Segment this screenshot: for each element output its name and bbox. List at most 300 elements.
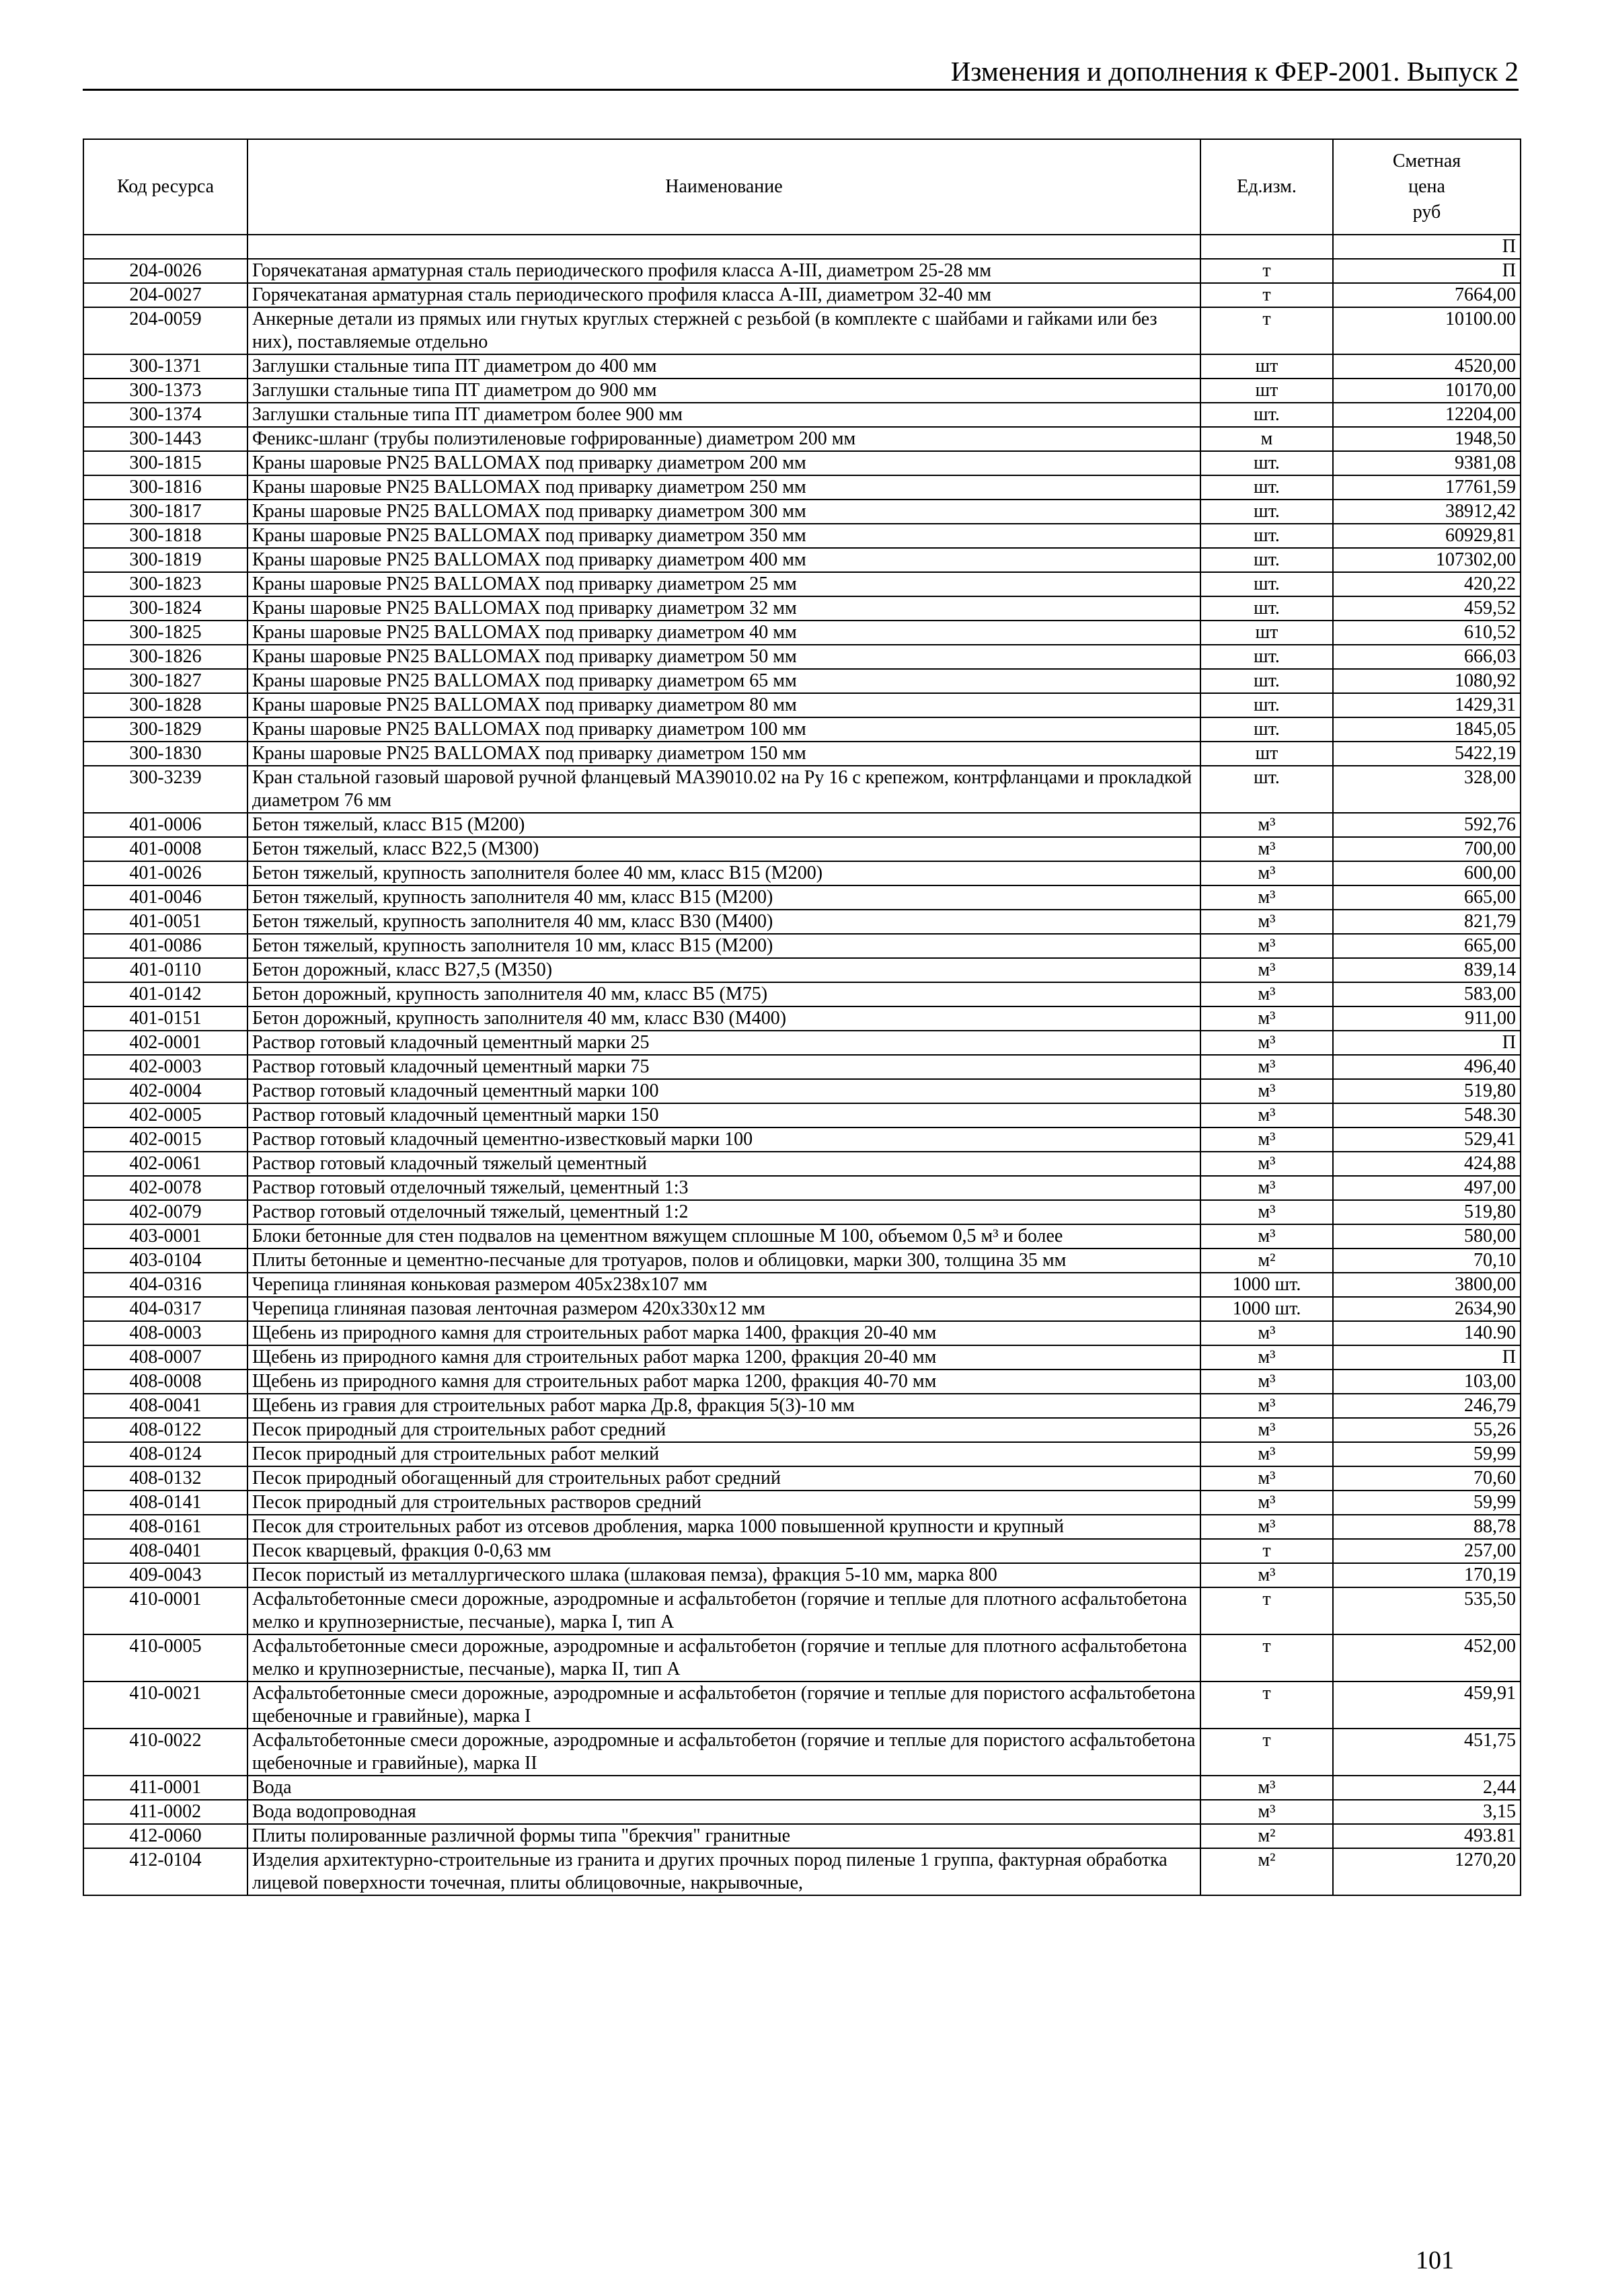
resource-price: 424,88 — [1333, 1152, 1521, 1176]
table-row — [83, 1321, 1521, 1345]
resource-price: 3,15 — [1333, 1800, 1521, 1824]
resource-price: 459,91 — [1333, 1681, 1521, 1729]
table-row — [83, 427, 1521, 451]
resource-name: Феникс-шланг (трубы полиэтиленовые гофрированные) диаметром 200 мм — [247, 427, 1200, 451]
resource-unit: т — [1200, 307, 1333, 354]
table-row — [83, 813, 1521, 837]
resource-code: 408-0007 — [83, 1345, 247, 1370]
resource-unit: т — [1200, 1587, 1333, 1634]
table-row — [83, 1776, 1521, 1800]
table-row — [83, 500, 1521, 524]
resource-price: 103,00 — [1333, 1370, 1521, 1394]
resource-unit: м³ — [1200, 1800, 1333, 1824]
resource-price: 911,00 — [1333, 1006, 1521, 1031]
table-row — [83, 1079, 1521, 1103]
table-row — [83, 669, 1521, 693]
resource-name: Краны шаровые PN25 BALLOMAX под приварку диаметром 400 мм — [247, 548, 1200, 572]
resource-unit: м³ — [1200, 1370, 1333, 1394]
resource-name: Горячекатаная арматурная сталь периодического профиля класса А-III, диаметром 32-40 мм — [247, 283, 1200, 307]
resource-unit: м² — [1200, 1848, 1333, 1895]
resource-price: 55,26 — [1333, 1418, 1521, 1442]
resource-price: 3800,00 — [1333, 1273, 1521, 1297]
table-row — [83, 837, 1521, 861]
resource-name: Бетон дорожный, крупность заполнителя 40 мм, класс В5 (М75) — [247, 982, 1200, 1006]
resource-code: 300-3239 — [83, 766, 247, 813]
resource-unit: т — [1200, 259, 1333, 283]
marker-cell-empty — [83, 235, 247, 259]
resource-code: 401-0006 — [83, 813, 247, 837]
resource-name: Бетон тяжелый, крупность заполнителя 10 мм, класс В15 (М200) — [247, 934, 1200, 958]
resource-unit: м³ — [1200, 1321, 1333, 1345]
resource-name: Раствор готовый кладочный цементный марки 75 — [247, 1055, 1200, 1079]
marker-cell-empty — [247, 235, 1200, 259]
table-row — [83, 1006, 1521, 1031]
resource-code: 204-0027 — [83, 283, 247, 307]
resource-code: 410-0022 — [83, 1729, 247, 1776]
table-row — [83, 403, 1521, 427]
resource-unit: т — [1200, 1729, 1333, 1776]
resource-name: Краны шаровые PN25 BALLOMAX под приварку диаметром 40 мм — [247, 621, 1200, 645]
resource-code: 204-0059 — [83, 307, 247, 354]
resource-unit: м³ — [1200, 1776, 1333, 1800]
resource-price: 4520,00 — [1333, 354, 1521, 379]
resource-code: 408-0041 — [83, 1394, 247, 1418]
resource-price: 328,00 — [1333, 766, 1521, 813]
table-row — [83, 283, 1521, 307]
resource-price: 60929,81 — [1333, 524, 1521, 548]
resource-name: Песок природный для строительных работ средний — [247, 1418, 1200, 1442]
resource-code: 411-0002 — [83, 1800, 247, 1824]
resource-name: Горячекатаная арматурная сталь периодического профиля класса А-III, диаметром 25-28 мм — [247, 259, 1200, 283]
resource-price: 1429,31 — [1333, 693, 1521, 717]
resource-name: Вода водопроводная — [247, 1800, 1200, 1824]
resource-code: 402-0004 — [83, 1079, 247, 1103]
resource-price: 459,52 — [1333, 596, 1521, 621]
resource-unit: м³ — [1200, 1418, 1333, 1442]
resource-unit: шт. — [1200, 451, 1333, 475]
table-row — [83, 958, 1521, 982]
resource-unit: м³ — [1200, 982, 1333, 1006]
resource-code: 300-1825 — [83, 621, 247, 645]
resource-unit: м³ — [1200, 861, 1333, 885]
resource-code: 401-0151 — [83, 1006, 247, 1031]
resource-name: Бетон тяжелый, крупность заполнителя 40 мм, класс В15 (М200) — [247, 885, 1200, 910]
table-row — [83, 1031, 1521, 1055]
resource-code: 401-0046 — [83, 885, 247, 910]
resource-code: 401-0142 — [83, 982, 247, 1006]
resource-code: 402-0003 — [83, 1055, 247, 1079]
resource-unit: м³ — [1200, 958, 1333, 982]
resource-name: Песок пористый из металлургического шлака (шлаковая пемза), фракция 5-10 мм, марка 800 — [247, 1563, 1200, 1587]
resource-code: 408-0141 — [83, 1491, 247, 1515]
table-row — [83, 572, 1521, 596]
resource-name: Краны шаровые PN25 BALLOMAX под приварку диаметром 150 мм — [247, 742, 1200, 766]
resource-code: 402-0001 — [83, 1031, 247, 1055]
resource-unit: м — [1200, 427, 1333, 451]
resource-name: Песок кварцевый, фракция 0-0,63 мм — [247, 1539, 1200, 1563]
resource-name: Щебень из природного камня для строительных работ марка 1200, фракция 40-70 мм — [247, 1370, 1200, 1394]
resource-unit: шт. — [1200, 693, 1333, 717]
resource-name: Асфальтобетонные смеси дорожные, аэродромные и асфальтобетон (горячие и теплые для плотного асфальтобетона мелко и крупнозернистые, песчаные), марка I, тип А — [247, 1587, 1200, 1634]
resource-name: Краны шаровые PN25 BALLOMAX под приварку диаметром 80 мм — [247, 693, 1200, 717]
resource-unit: шт — [1200, 742, 1333, 766]
resource-code: 410-0005 — [83, 1634, 247, 1681]
resource-price: 610,52 — [1333, 621, 1521, 645]
resource-price: П — [1333, 259, 1521, 283]
resource-code: 402-0078 — [83, 1176, 247, 1200]
resource-unit: м³ — [1200, 1006, 1333, 1031]
resource-code: 300-1823 — [83, 572, 247, 596]
resource-unit: шт. — [1200, 596, 1333, 621]
resource-name: Заглушки стальные типа ПТ диаметром до 400 мм — [247, 354, 1200, 379]
resource-code: 408-0008 — [83, 1370, 247, 1394]
table-row — [83, 1103, 1521, 1127]
resource-unit: 1000 шт. — [1200, 1273, 1333, 1297]
resource-name: Черепица глиняная пазовая ленточная размером 420х330х12 мм — [247, 1297, 1200, 1321]
resource-code: 408-0132 — [83, 1466, 247, 1491]
resource-unit: шт. — [1200, 766, 1333, 813]
resource-price: 10100.00 — [1333, 307, 1521, 354]
resource-price: 529,41 — [1333, 1127, 1521, 1152]
resource-unit: т — [1200, 1681, 1333, 1729]
resource-unit: шт. — [1200, 645, 1333, 669]
resource-unit: т — [1200, 1539, 1333, 1563]
resource-code: 300-1830 — [83, 742, 247, 766]
column-header-code: Код ресурса — [83, 139, 247, 235]
resource-code: 404-0316 — [83, 1273, 247, 1297]
resource-name: Асфальтобетонные смеси дорожные, аэродромные и асфальтобетон (горячие и теплые для пористого асфальтобетона щебеночные и гравийные), марка I — [247, 1681, 1200, 1729]
resource-price: 497,00 — [1333, 1176, 1521, 1200]
resource-code: 300-1827 — [83, 669, 247, 693]
table-row — [83, 1297, 1521, 1321]
resource-price: 493.81 — [1333, 1824, 1521, 1848]
resource-name: Краны шаровые PN25 BALLOMAX под приварку диаметром 25 мм — [247, 572, 1200, 596]
resource-name: Плиты бетонные и цементно-песчаные для тротуаров, полов и облицовки, марки 300, толщина 35 мм — [247, 1249, 1200, 1273]
column-header-name: Наименование — [247, 139, 1200, 235]
resource-unit: шт — [1200, 379, 1333, 403]
resource-unit: шт. — [1200, 669, 1333, 693]
resource-name: Краны шаровые PN25 BALLOMAX под приварку диаметром 250 мм — [247, 475, 1200, 500]
resource-price: 451,75 — [1333, 1729, 1521, 1776]
resource-name: Асфальтобетонные смеси дорожные, аэродромные и асфальтобетон (горячие и теплые для плотного асфальтобетона мелко и крупнозернистые, песчаные), марка II, тип А — [247, 1634, 1200, 1681]
resource-name: Песок природный для строительных работ мелкий — [247, 1442, 1200, 1466]
resource-price: 821,79 — [1333, 910, 1521, 934]
resource-name: Бетон дорожный, крупность заполнителя 40 мм, класс В30 (М400) — [247, 1006, 1200, 1031]
resource-name: Раствор готовый кладочный тяжелый цементный — [247, 1152, 1200, 1176]
resource-name: Раствор готовый кладочный цементный марки 25 — [247, 1031, 1200, 1055]
header-divider — [83, 89, 1519, 91]
resource-code: 300-1824 — [83, 596, 247, 621]
resource-price: 535,50 — [1333, 1587, 1521, 1634]
resource-code: 300-1829 — [83, 717, 247, 742]
table-row — [83, 1563, 1521, 1587]
resource-unit: м³ — [1200, 1079, 1333, 1103]
resource-unit: 1000 шт. — [1200, 1297, 1333, 1321]
resource-name: Краны шаровые PN25 BALLOMAX под приварку диаметром 100 мм — [247, 717, 1200, 742]
resource-name: Раствор готовый кладочный цементный марки 150 — [247, 1103, 1200, 1127]
resource-name: Раствор готовый отделочный тяжелый, цементный 1:3 — [247, 1176, 1200, 1200]
table-row — [83, 1491, 1521, 1515]
resource-name: Бетон тяжелый, крупность заполнителя 40 мм, класс В30 (М400) — [247, 910, 1200, 934]
resource-name: Песок природный для строительных растворов средний — [247, 1491, 1200, 1515]
resource-name: Блоки бетонные для стен подвалов на цементном вяжущем сплошные М 100, объемом 0,5 м³ и более — [247, 1224, 1200, 1249]
table-row — [83, 354, 1521, 379]
resource-code: 408-0124 — [83, 1442, 247, 1466]
resource-code: 300-1374 — [83, 403, 247, 427]
resource-price: П — [1333, 1031, 1521, 1055]
resource-price: 580,00 — [1333, 1224, 1521, 1249]
table-row — [83, 1249, 1521, 1273]
resource-code: 300-1817 — [83, 500, 247, 524]
resource-unit: м³ — [1200, 1466, 1333, 1491]
table-row — [83, 259, 1521, 283]
resource-unit: м³ — [1200, 837, 1333, 861]
resource-unit: т — [1200, 1634, 1333, 1681]
resource-name: Щебень из гравия для строительных работ марка Др.8, фракция 5(3)-10 мм — [247, 1394, 1200, 1418]
resource-price: 1270,20 — [1333, 1848, 1521, 1895]
table-row — [83, 475, 1521, 500]
resource-price: 548.30 — [1333, 1103, 1521, 1127]
resource-name: Раствор готовый отделочный тяжелый, цементный 1:2 — [247, 1200, 1200, 1224]
resource-name: Щебень из природного камня для строительных работ марка 1200, фракция 20-40 мм — [247, 1345, 1200, 1370]
resource-code: 402-0079 — [83, 1200, 247, 1224]
resource-unit: м³ — [1200, 885, 1333, 910]
resource-price: 496,40 — [1333, 1055, 1521, 1079]
column-header-price — [1333, 139, 1521, 235]
resource-code: 412-0060 — [83, 1824, 247, 1848]
marker-cell-empty — [1200, 235, 1333, 259]
resource-unit: м³ — [1200, 1394, 1333, 1418]
resource-price: 7664,00 — [1333, 283, 1521, 307]
column-header-unit: Ед.изм. — [1200, 139, 1333, 235]
resource-name: Краны шаровые PN25 BALLOMAX под приварку диаметром 65 мм — [247, 669, 1200, 693]
resource-unit: т — [1200, 283, 1333, 307]
resource-unit: шт — [1200, 621, 1333, 645]
resource-price: 70,60 — [1333, 1466, 1521, 1491]
resource-unit: м³ — [1200, 1152, 1333, 1176]
table-row — [83, 1273, 1521, 1297]
resource-unit: м³ — [1200, 1103, 1333, 1127]
resource-price: 257,00 — [1333, 1539, 1521, 1563]
resource-price: 2,44 — [1333, 1776, 1521, 1800]
resource-code: 401-0008 — [83, 837, 247, 861]
resource-name: Краны шаровые PN25 BALLOMAX под приварку диаметром 200 мм — [247, 451, 1200, 475]
table-header-row — [83, 139, 1521, 235]
resource-price: 583,00 — [1333, 982, 1521, 1006]
table-row — [83, 1466, 1521, 1491]
resource-name: Изделия архитектурно-строительные из гранита и других прочных пород пиленые 1 группа, фактурная обработка лицевой поверхности точечная, плиты облицовочные, накрывочные, — [247, 1848, 1200, 1895]
resource-price: 170,19 — [1333, 1563, 1521, 1587]
resource-unit: м³ — [1200, 1224, 1333, 1249]
resource-unit: шт. — [1200, 717, 1333, 742]
table-row — [83, 1848, 1521, 1895]
resource-code: 300-1819 — [83, 548, 247, 572]
resource-code: 403-0001 — [83, 1224, 247, 1249]
resource-unit: м³ — [1200, 1176, 1333, 1200]
table-row — [83, 1200, 1521, 1224]
table-row — [83, 596, 1521, 621]
table-row — [83, 861, 1521, 885]
table-row — [83, 910, 1521, 934]
table-row — [83, 1539, 1521, 1563]
resource-name: Черепица глиняная коньковая размером 405х238х107 мм — [247, 1273, 1200, 1297]
resource-price: 59,99 — [1333, 1442, 1521, 1466]
resource-unit: м³ — [1200, 1563, 1333, 1587]
resource-price: 1080,92 — [1333, 669, 1521, 693]
table-row — [83, 524, 1521, 548]
resource-price: 2634,90 — [1333, 1297, 1521, 1321]
resource-name: Кран стальной газовый шаровой ручной фланцевый МА39010.02 на Ру 16 с крепежом, контрфланцами и прокладкой диаметром 76 мм — [247, 766, 1200, 813]
resource-price: 107302,00 — [1333, 548, 1521, 572]
page-header-title: Изменения и дополнения к ФЕР-2001. Выпуск 2 — [950, 56, 1519, 87]
resource-code: 300-1818 — [83, 524, 247, 548]
resource-price: 452,00 — [1333, 1634, 1521, 1681]
resource-table — [83, 138, 1521, 1896]
resource-price: 5422,19 — [1333, 742, 1521, 766]
resource-code: 409-0043 — [83, 1563, 247, 1587]
table-row — [83, 1055, 1521, 1079]
table-row — [83, 982, 1521, 1006]
resource-name: Краны шаровые PN25 BALLOMAX под приварку диаметром 50 мм — [247, 645, 1200, 669]
resource-unit: шт — [1200, 354, 1333, 379]
resource-price: 17761,59 — [1333, 475, 1521, 500]
resource-code: 408-0161 — [83, 1515, 247, 1539]
table-row — [83, 1394, 1521, 1418]
resource-code: 204-0026 — [83, 259, 247, 283]
resource-price: 246,79 — [1333, 1394, 1521, 1418]
table-row — [83, 1824, 1521, 1848]
resource-code: 403-0104 — [83, 1249, 247, 1273]
resource-unit: шт. — [1200, 524, 1333, 548]
resource-code: 401-0026 — [83, 861, 247, 885]
resource-unit: шт. — [1200, 572, 1333, 596]
resource-price: 10170,00 — [1333, 379, 1521, 403]
resource-price: 839,14 — [1333, 958, 1521, 982]
table-row — [83, 645, 1521, 669]
table-row — [83, 548, 1521, 572]
resource-unit: м³ — [1200, 910, 1333, 934]
table-row — [83, 1345, 1521, 1370]
resource-price: 519,80 — [1333, 1079, 1521, 1103]
resource-unit: шт. — [1200, 475, 1333, 500]
resource-name: Анкерные детали из прямых или гнутых круглых стержней с резьбой (в комплекте с шайбами и гайками или без них), поставляемые отдельно — [247, 307, 1200, 354]
resource-code: 300-1443 — [83, 427, 247, 451]
resource-price: 420,22 — [1333, 572, 1521, 596]
resource-price: 519,80 — [1333, 1200, 1521, 1224]
resource-price: 700,00 — [1333, 837, 1521, 861]
resource-unit: м³ — [1200, 934, 1333, 958]
table-row — [83, 885, 1521, 910]
resource-code: 300-1826 — [83, 645, 247, 669]
resource-code: 411-0001 — [83, 1776, 247, 1800]
resource-price: 592,76 — [1333, 813, 1521, 837]
resource-code: 404-0317 — [83, 1297, 247, 1321]
resource-code: 402-0005 — [83, 1103, 247, 1127]
resource-unit: шт. — [1200, 403, 1333, 427]
table-row — [83, 1587, 1521, 1634]
table-row — [83, 1127, 1521, 1152]
table-row — [83, 742, 1521, 766]
resource-code: 410-0001 — [83, 1587, 247, 1634]
resource-code: 408-0401 — [83, 1539, 247, 1563]
resource-code: 300-1816 — [83, 475, 247, 500]
resource-code: 401-0051 — [83, 910, 247, 934]
resource-name: Бетон дорожный, класс В27,5 (М350) — [247, 958, 1200, 982]
resource-name: Бетон тяжелый, класс В22,5 (М300) — [247, 837, 1200, 861]
resource-price: 38912,42 — [1333, 500, 1521, 524]
resource-name: Раствор готовый кладочный цементный марки 100 — [247, 1079, 1200, 1103]
resource-name: Бетон тяжелый, крупность заполнителя более 40 мм, класс В15 (М200) — [247, 861, 1200, 885]
resource-unit: м³ — [1200, 1031, 1333, 1055]
table-row — [83, 766, 1521, 813]
resource-code: 300-1828 — [83, 693, 247, 717]
resource-price: 88,78 — [1333, 1515, 1521, 1539]
resource-code: 408-0122 — [83, 1418, 247, 1442]
table-row — [83, 1176, 1521, 1200]
resource-unit: м³ — [1200, 813, 1333, 837]
resource-price: 665,00 — [1333, 885, 1521, 910]
resource-name: Краны шаровые PN25 BALLOMAX под приварку диаметром 350 мм — [247, 524, 1200, 548]
resource-unit: м³ — [1200, 1200, 1333, 1224]
resource-name: Заглушки стальные типа ПТ диаметром более 900 мм — [247, 403, 1200, 427]
resource-code: 408-0003 — [83, 1321, 247, 1345]
resource-price: П — [1333, 1345, 1521, 1370]
resource-name: Асфальтобетонные смеси дорожные, аэродромные и асфальтобетон (горячие и теплые для пористого асфальтобетона щебеночные и гравийные), марка II — [247, 1729, 1200, 1776]
resource-name: Щебень из природного камня для строительных работ марка 1400, фракция 20-40 мм — [247, 1321, 1200, 1345]
resource-code: 300-1371 — [83, 354, 247, 379]
resource-unit: м² — [1200, 1249, 1333, 1273]
resource-unit: м³ — [1200, 1345, 1333, 1370]
table-row — [83, 1370, 1521, 1394]
table-row — [83, 1634, 1521, 1681]
resource-price: 665,00 — [1333, 934, 1521, 958]
resource-price: 9381,08 — [1333, 451, 1521, 475]
table-row — [83, 693, 1521, 717]
resource-code: 402-0015 — [83, 1127, 247, 1152]
table-row — [83, 1800, 1521, 1824]
resource-name: Краны шаровые PN25 BALLOMAX под приварку диаметром 32 мм — [247, 596, 1200, 621]
column-header-price-line1: Сметная — [1392, 151, 1461, 171]
resource-name: Песок для строительных работ из отсевов дробления, марка 1000 повышенной крупности и крупный — [247, 1515, 1200, 1539]
resource-name: Краны шаровые PN25 BALLOMAX под приварку диаметром 300 мм — [247, 500, 1200, 524]
resource-price: 59,99 — [1333, 1491, 1521, 1515]
page-number: 101 — [1416, 2246, 1454, 2274]
resource-unit: м³ — [1200, 1055, 1333, 1079]
resource-unit: м³ — [1200, 1491, 1333, 1515]
resource-price: 140.90 — [1333, 1321, 1521, 1345]
resource-unit: м² — [1200, 1824, 1333, 1848]
resource-price: 12204,00 — [1333, 403, 1521, 427]
table-row — [83, 621, 1521, 645]
table-body — [83, 259, 1521, 1895]
resource-code: 412-0104 — [83, 1848, 247, 1895]
table-marker-row — [83, 235, 1521, 259]
table-row — [83, 1515, 1521, 1539]
table-row — [83, 934, 1521, 958]
resource-price: 70,10 — [1333, 1249, 1521, 1273]
table-row — [83, 1152, 1521, 1176]
resource-unit: шт. — [1200, 500, 1333, 524]
resource-code: 401-0086 — [83, 934, 247, 958]
table-row — [83, 1442, 1521, 1466]
resource-name: Плиты полированные различной формы типа "брекчия" гранитные — [247, 1824, 1200, 1848]
resource-code: 401-0110 — [83, 958, 247, 982]
marker-cell: П — [1333, 235, 1521, 259]
resource-name: Бетон тяжелый, класс В15 (М200) — [247, 813, 1200, 837]
table-row — [83, 1729, 1521, 1776]
table-row — [83, 717, 1521, 742]
table-row — [83, 379, 1521, 403]
